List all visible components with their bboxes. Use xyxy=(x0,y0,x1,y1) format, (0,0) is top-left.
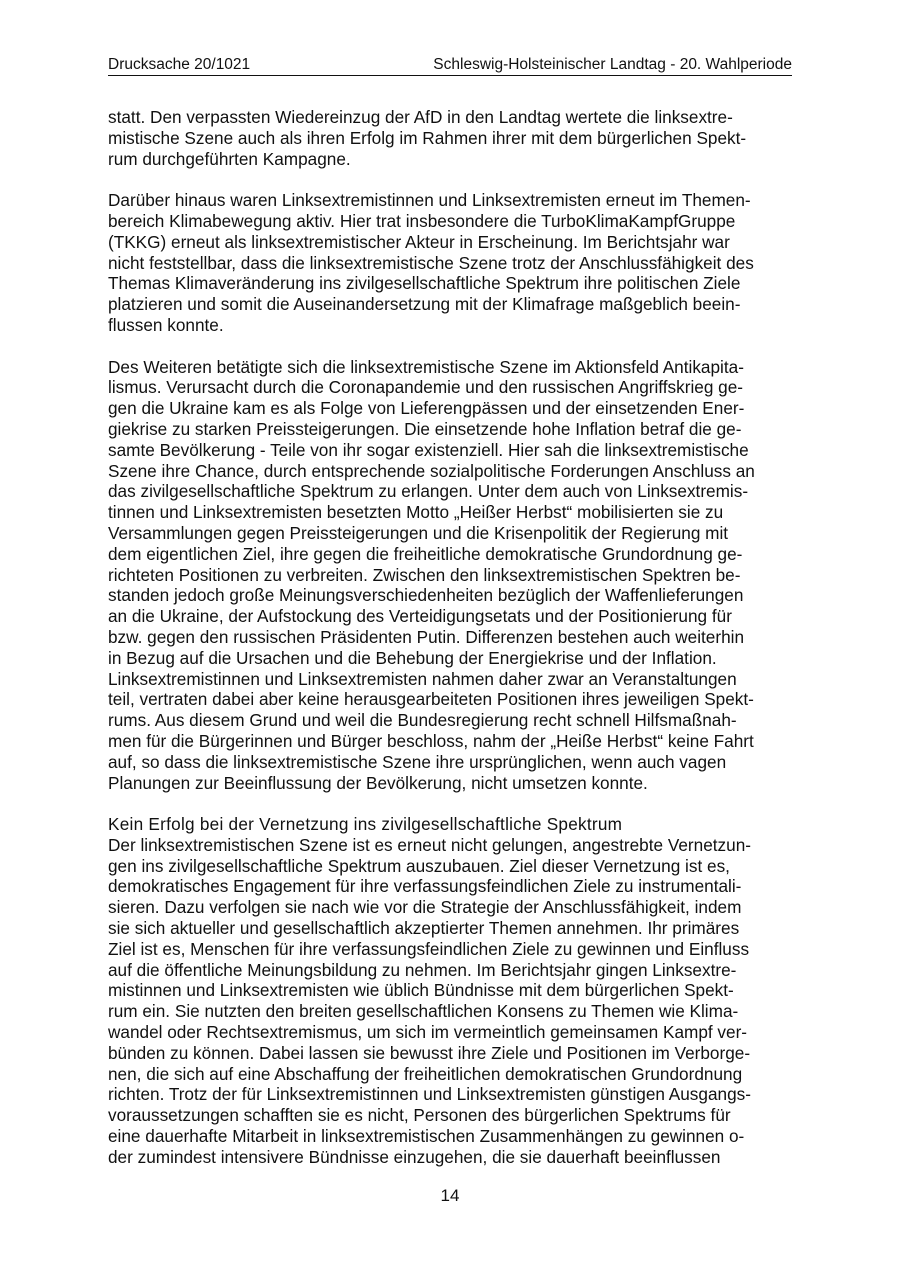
paragraphs xyxy=(108,107,792,793)
text-line: mistinnen und Linksextremisten wie üblich Bündnisse mit dem bürgerlichen Spekt- xyxy=(108,980,734,1001)
text-line: mistische Szene auch als ihren Erfolg im Rahmen ihrer mit dem bürgerlichen Spekt- xyxy=(108,127,747,148)
text-line: voraussetzungen schafften sie es nicht, Personen des bürgerlichen Spektrums für xyxy=(108,1105,731,1126)
text-line: giekrise zu starken Preissteigerungen. Die einsetzende hohe Inflation betraf die ge- xyxy=(108,418,742,439)
paragraph xyxy=(108,357,792,794)
text-line: tinnen und Linksextremisten besetzten Motto „Heißer Herbst“ mobilisierten sie zu xyxy=(108,502,724,523)
text-line: Versammlungen gegen Preissteigerungen und die Krisenpolitik der Regierung mit xyxy=(108,522,729,543)
text-line: gen die Ukraine kam es als Folge von Lieferengpässen und der einsetzenden Ener- xyxy=(108,398,745,419)
text-line: lismus. Verursacht durch die Coronapandemie und den russischen Angriffskrieg ge- xyxy=(108,377,744,398)
text-line: rum ein. Sie nutzten den breiten gesellschaftlichen Konsens zu Themen wie Klima- xyxy=(108,1001,739,1022)
document-number: Drucksache 20/1021 xyxy=(108,56,251,73)
text-line: Planungen zur Beeinflussung der Bevölkerung, nicht umsetzen konnte. xyxy=(108,772,648,793)
text-line: dem eigentlichen Ziel, ihre gegen die freiheitliche demokratische Grundordnung ge- xyxy=(108,543,743,564)
text-line: gen ins zivilgesellschaftliche Spektrum auszubauen. Ziel dieser Vernetzung ist es, xyxy=(108,855,730,876)
text-line: nen, die sich auf eine Abschaffung der freiheitlichen demokratischen Grundordnung xyxy=(108,1063,743,1084)
section-body xyxy=(108,835,792,1168)
text-line: statt. Den verpassten Wiedereinzug der AfD in den Landtag wertete die linksextre- xyxy=(108,107,733,127)
text-line: demokratisches Engagement für ihre verfassungsfeindlichen Ziele zu instrumentali- xyxy=(108,876,742,897)
text-line: sieren. Dazu verfolgen sie nach wie vor die Strategie der Anschlussfähigkeit, indem xyxy=(108,897,742,918)
text-line: teil, vertraten dabei aber keine herausgearbeiteten Positionen ihres jeweiligen Spekt- xyxy=(108,689,754,710)
text-line: Themas Klimaveränderung ins zivilgesellschaftliche Spektrum ihre politischen Ziele xyxy=(108,273,741,294)
text-line: platzieren und somit die Auseinandersetzung mit der Klimafrage maßgeblich beein- xyxy=(108,294,741,315)
section xyxy=(108,814,792,1168)
text-line: Linksextremistinnen und Linksextremisten nahmen daher zwar an Veranstaltungen xyxy=(108,668,737,689)
paragraph xyxy=(108,107,792,169)
text-line: Darüber hinaus waren Linksextremistinnen und Linksextremisten erneut im Themen- xyxy=(108,190,751,211)
text-line: Der linksextremistischen Szene ist es erneut nicht gelungen, angestrebte Vernetzun- xyxy=(108,834,751,855)
text-line: (TKKG) erneut als linksextremistischer Akteur in Erscheinung. Im Berichtsjahr war xyxy=(108,231,730,252)
text-line: eine dauerhafte Mitarbeit in linksextremistischen Zusammenhängen zu gewinnen o- xyxy=(108,1126,745,1147)
text-line: bzw. gegen den russischen Präsidenten Putin. Differenzen bestehen auch weiterhin xyxy=(108,626,745,647)
text-line: rums. Aus diesem Grund und weil die Bundesregierung recht schnell Hilfsmaßnah- xyxy=(108,710,737,731)
text-line: das zivilgesellschaftliche Spektrum zu erlangen. Unter dem auch von Linksextremis- xyxy=(108,481,749,502)
text-line: Ziel ist es, Menschen für ihre verfassungsfeindlichen Ziele zu gewinnen und Einfluss xyxy=(108,938,750,959)
text-line: richten. Trotz der für Linksextremistinnen und Linksextremisten günstigen Ausgangs- xyxy=(108,1084,751,1105)
document-body xyxy=(108,107,792,1168)
text-line: wandel oder Rechtsextremismus, um sich im vermeintlich gemeinsamen Kampf ver- xyxy=(108,1022,748,1043)
text-line: bereich Klimabewegung aktiv. Hier trat insbesondere die TurboKlimaKampfGruppe xyxy=(108,210,736,231)
text-line: an die Ukraine, der Aufstockung des Verteidigungsetats und der Positionierung für xyxy=(108,606,732,627)
text-line: standen jedoch große Meinungsverschiedenheiten bezüglich der Waffenlieferungen xyxy=(108,585,744,606)
text-line: flussen konnte. xyxy=(108,314,224,335)
text-line: nicht feststellbar, dass die linksextremistische Szene trotz der Anschlussfähigkeit des xyxy=(108,252,754,273)
text-line: sie sich aktueller und gesellschaftlich akzeptierter Themen annehmen. Ihr primäres xyxy=(108,918,740,939)
text-line: Szene ihre Chance, durch entsprechende sozialpolitische Forderungen Anschluss an xyxy=(108,460,755,481)
text-line: richteten Positionen zu verbreiten. Zwischen den linksextremistischen Spektren be- xyxy=(108,564,741,585)
section-heading: Kein Erfolg bei der Vernetzung ins zivilgesellschaftliche Spektrum xyxy=(108,814,623,835)
text-line: men für die Bürgerinnen und Bürger beschloss, nahm der „Heiße Herbst“ keine Fahrt xyxy=(108,730,754,751)
page-header xyxy=(108,55,792,76)
text-line: auf, so dass die linksextremistische Szene ihre ursprünglichen, wenn auch vagen xyxy=(108,751,727,772)
text-line: in Bezug auf die Ursachen und die Behebung der Energiekrise und der Inflation. xyxy=(108,647,717,668)
parliament-title: Schleswig-Holsteinischer Landtag - 20. Wahlperiode xyxy=(433,56,792,73)
paragraph xyxy=(108,190,792,336)
text-line: rum durchgeführten Kampagne. xyxy=(108,148,351,169)
page-number: 14 xyxy=(440,1186,460,1205)
text-line: der zumindest intensivere Bündnisse einzugehen, die sie dauerhaft beeinflussen xyxy=(108,1146,721,1167)
text-line: samte Bevölkerung - Teile von ihr sogar existenziell. Hier sah die linksextremistische xyxy=(108,439,749,460)
text-line: Des Weiteren betätigte sich die linksextremistische Szene im Aktionsfeld Antikapita- xyxy=(108,356,744,377)
text-line: bünden zu können. Dabei lassen sie bewusst ihre Ziele und Positionen im Verborge- xyxy=(108,1042,751,1063)
text-line: auf die öffentliche Meinungsbildung zu nehmen. Im Berichtsjahr gingen Linksextre- xyxy=(108,959,737,980)
